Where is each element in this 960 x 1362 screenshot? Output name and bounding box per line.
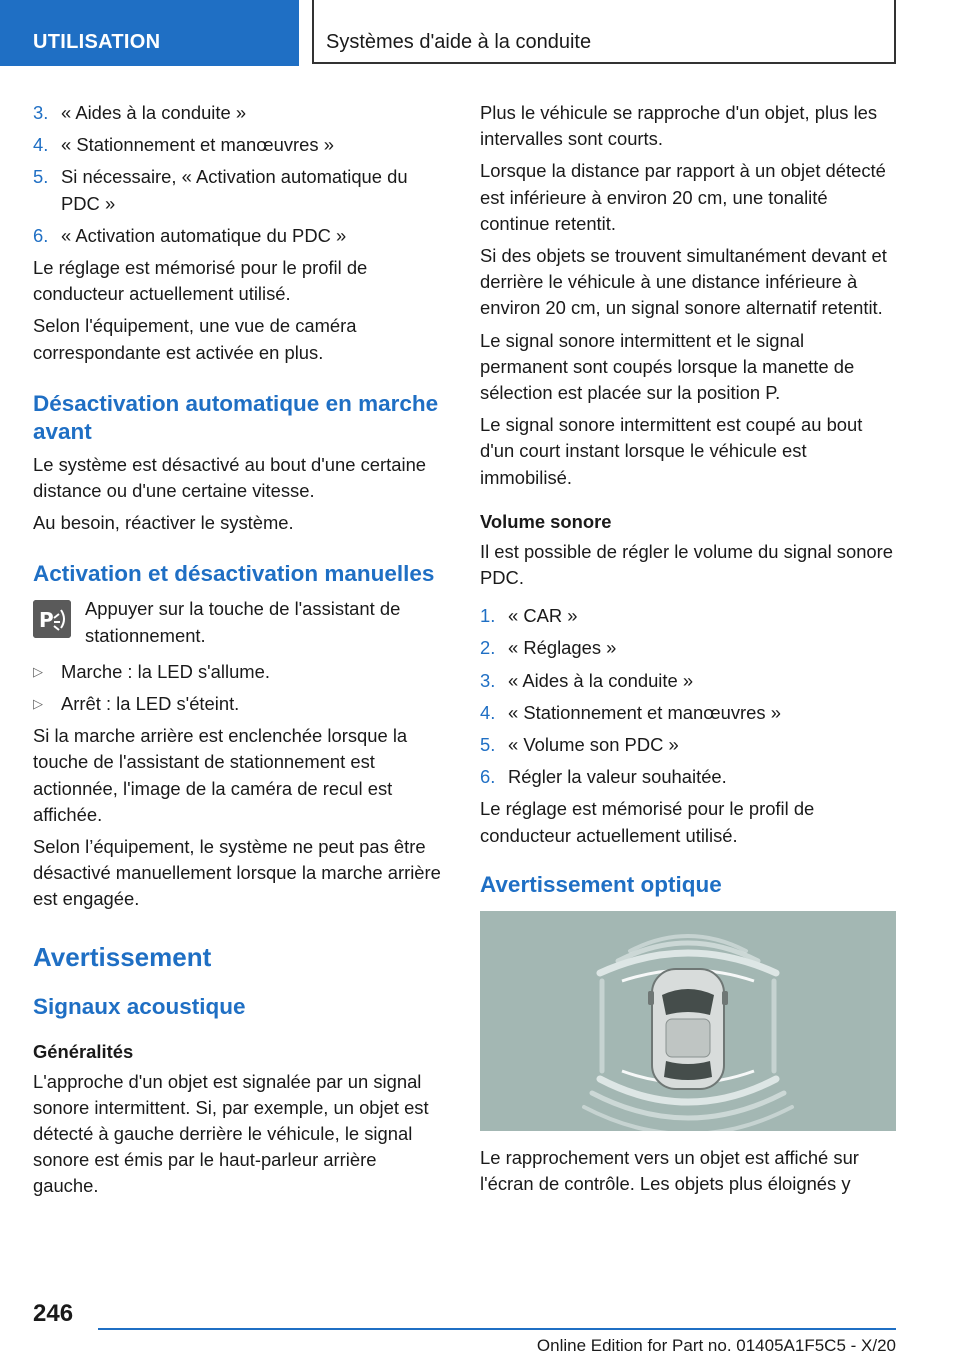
heading-general: Généralités xyxy=(33,1040,134,1062)
list-item: 2. « Réglages » xyxy=(480,637,617,659)
list-item: 4. « Stationnement et manœuvres » xyxy=(480,701,781,723)
svg-text:P: P xyxy=(39,608,54,633)
paragraph: Selon l'équipement, une vue de caméra correspondante est activée en plus. xyxy=(33,315,357,363)
triangle-bullet-icon: ▷ xyxy=(33,696,43,712)
paragraph: Plus le véhicule se rapproche d'un objet, plus les intervalles sont courts. xyxy=(480,102,878,150)
list-item: 1. « CAR » xyxy=(480,605,578,627)
paragraph: Au besoin, réactiver le système. xyxy=(33,512,294,534)
paragraph: Si la marche arrière est enclenchée lorsque la touche de l'assistant de stationnement est actionnée, l'image de la caméra de recul est affichée. xyxy=(33,725,408,825)
footer-edition-text: Online Edition for Part no. 01405A1F5C5 - X/20 xyxy=(536,1336,896,1355)
heading-manual-activation: Activation et désactivation manuelles xyxy=(33,561,435,587)
paragraph: Lorsque la distance par rapport à un objet détecté est inférieure à environ 20 cm, une tonalité continue retentit. xyxy=(480,160,886,234)
page-number: 246 xyxy=(33,1300,74,1327)
volume-steps-list xyxy=(480,603,896,790)
paragraph: Selon l’équipement, le système ne peut pas être désactivé manuellement lorsque la marche arrière est engagée. xyxy=(33,836,441,910)
triangle-bullet-icon: ▷ xyxy=(33,663,43,679)
settings-steps-list xyxy=(33,100,445,249)
led-status-list xyxy=(33,659,445,717)
left-column xyxy=(33,100,445,1206)
paragraph: Le réglage est mémorisé pour le profil de conducteur actuellement utilisé. xyxy=(480,798,815,846)
heading-volume: Volume sonore xyxy=(480,510,612,532)
paragraph: Si des objets se trouvent simultanément devant et derrière le véhicule à une distance inférieure à environ 20 cm, un signal sonore alternatif retentit. xyxy=(480,245,887,319)
page-header xyxy=(0,0,960,66)
right-column xyxy=(480,100,896,1203)
list-item: 6. « Activation automatique du PDC » xyxy=(33,224,347,246)
car-top-view-illustration xyxy=(480,911,896,1131)
icon-instruction-text: Appuyer sur la touche de l'assistant de stationnement. xyxy=(85,598,401,646)
list-item: ▷ Marche : la LED s'allume. xyxy=(33,659,445,685)
list-item: 4. « Stationnement et manœuvres » xyxy=(33,134,334,156)
chapter-title: Systèmes d'aide à la conduite xyxy=(312,0,896,64)
heading-acoustic-signals: Signaux acoustique xyxy=(33,993,246,1019)
list-item: 5. « Volume son PDC » xyxy=(480,734,679,756)
paragraph: Le rapprochement vers un objet est affiché sur l'écran de contrôle. Les objets plus éloignés y xyxy=(480,1146,859,1195)
list-item: 3. « Aides à la conduite » xyxy=(33,102,247,123)
pdc-display-figure xyxy=(480,911,896,1131)
paragraph: Le système est désactivé au bout d'une certaine distance ou d'une certaine vitesse. xyxy=(33,453,427,502)
parking-assistant-button-icon xyxy=(33,600,71,638)
list-item: ▷ Arrêt : la LED s'éteint. xyxy=(33,691,445,717)
paragraph: Le signal sonore intermittent est coupé au bout d'un court instant lorsque le véhicule est immobilisé. xyxy=(480,414,863,488)
paragraph: Il est possible de régler le volume du signal sonore PDC. xyxy=(480,540,893,589)
list-item: 5. Si nécessaire, « Activation automatique du PDC » xyxy=(33,166,408,214)
heading-auto-deactivation: Désactivation automatique en marche avant xyxy=(33,390,439,444)
section-tab: UTILISATION xyxy=(0,0,299,66)
heading-optical-warning: Avertissement optique xyxy=(480,871,722,897)
paragraph: Le réglage est mémorisé pour le profil de conducteur actuellement utilisé. xyxy=(33,257,368,305)
paragraph: L'approche d'un objet est signalée par un signal sonore intermittent. Si, par exemple, un objet est détecté à gauche derrière le véhicule, le signal sonore est émis par le haut-parleur arrière gauche. xyxy=(33,1070,429,1197)
icon-instruction xyxy=(33,596,445,648)
paragraph: Le signal sonore intermittent et le signal permanent sont coupés lorsque la manette de sélection est placée sur la position P. xyxy=(480,329,855,404)
heading-warning: Avertissement xyxy=(33,941,212,972)
footer-divider xyxy=(98,1328,896,1330)
list-item: 6. Régler la valeur souhaitée. xyxy=(480,766,727,788)
list-item: 3. « Aides à la conduite » xyxy=(480,669,694,691)
